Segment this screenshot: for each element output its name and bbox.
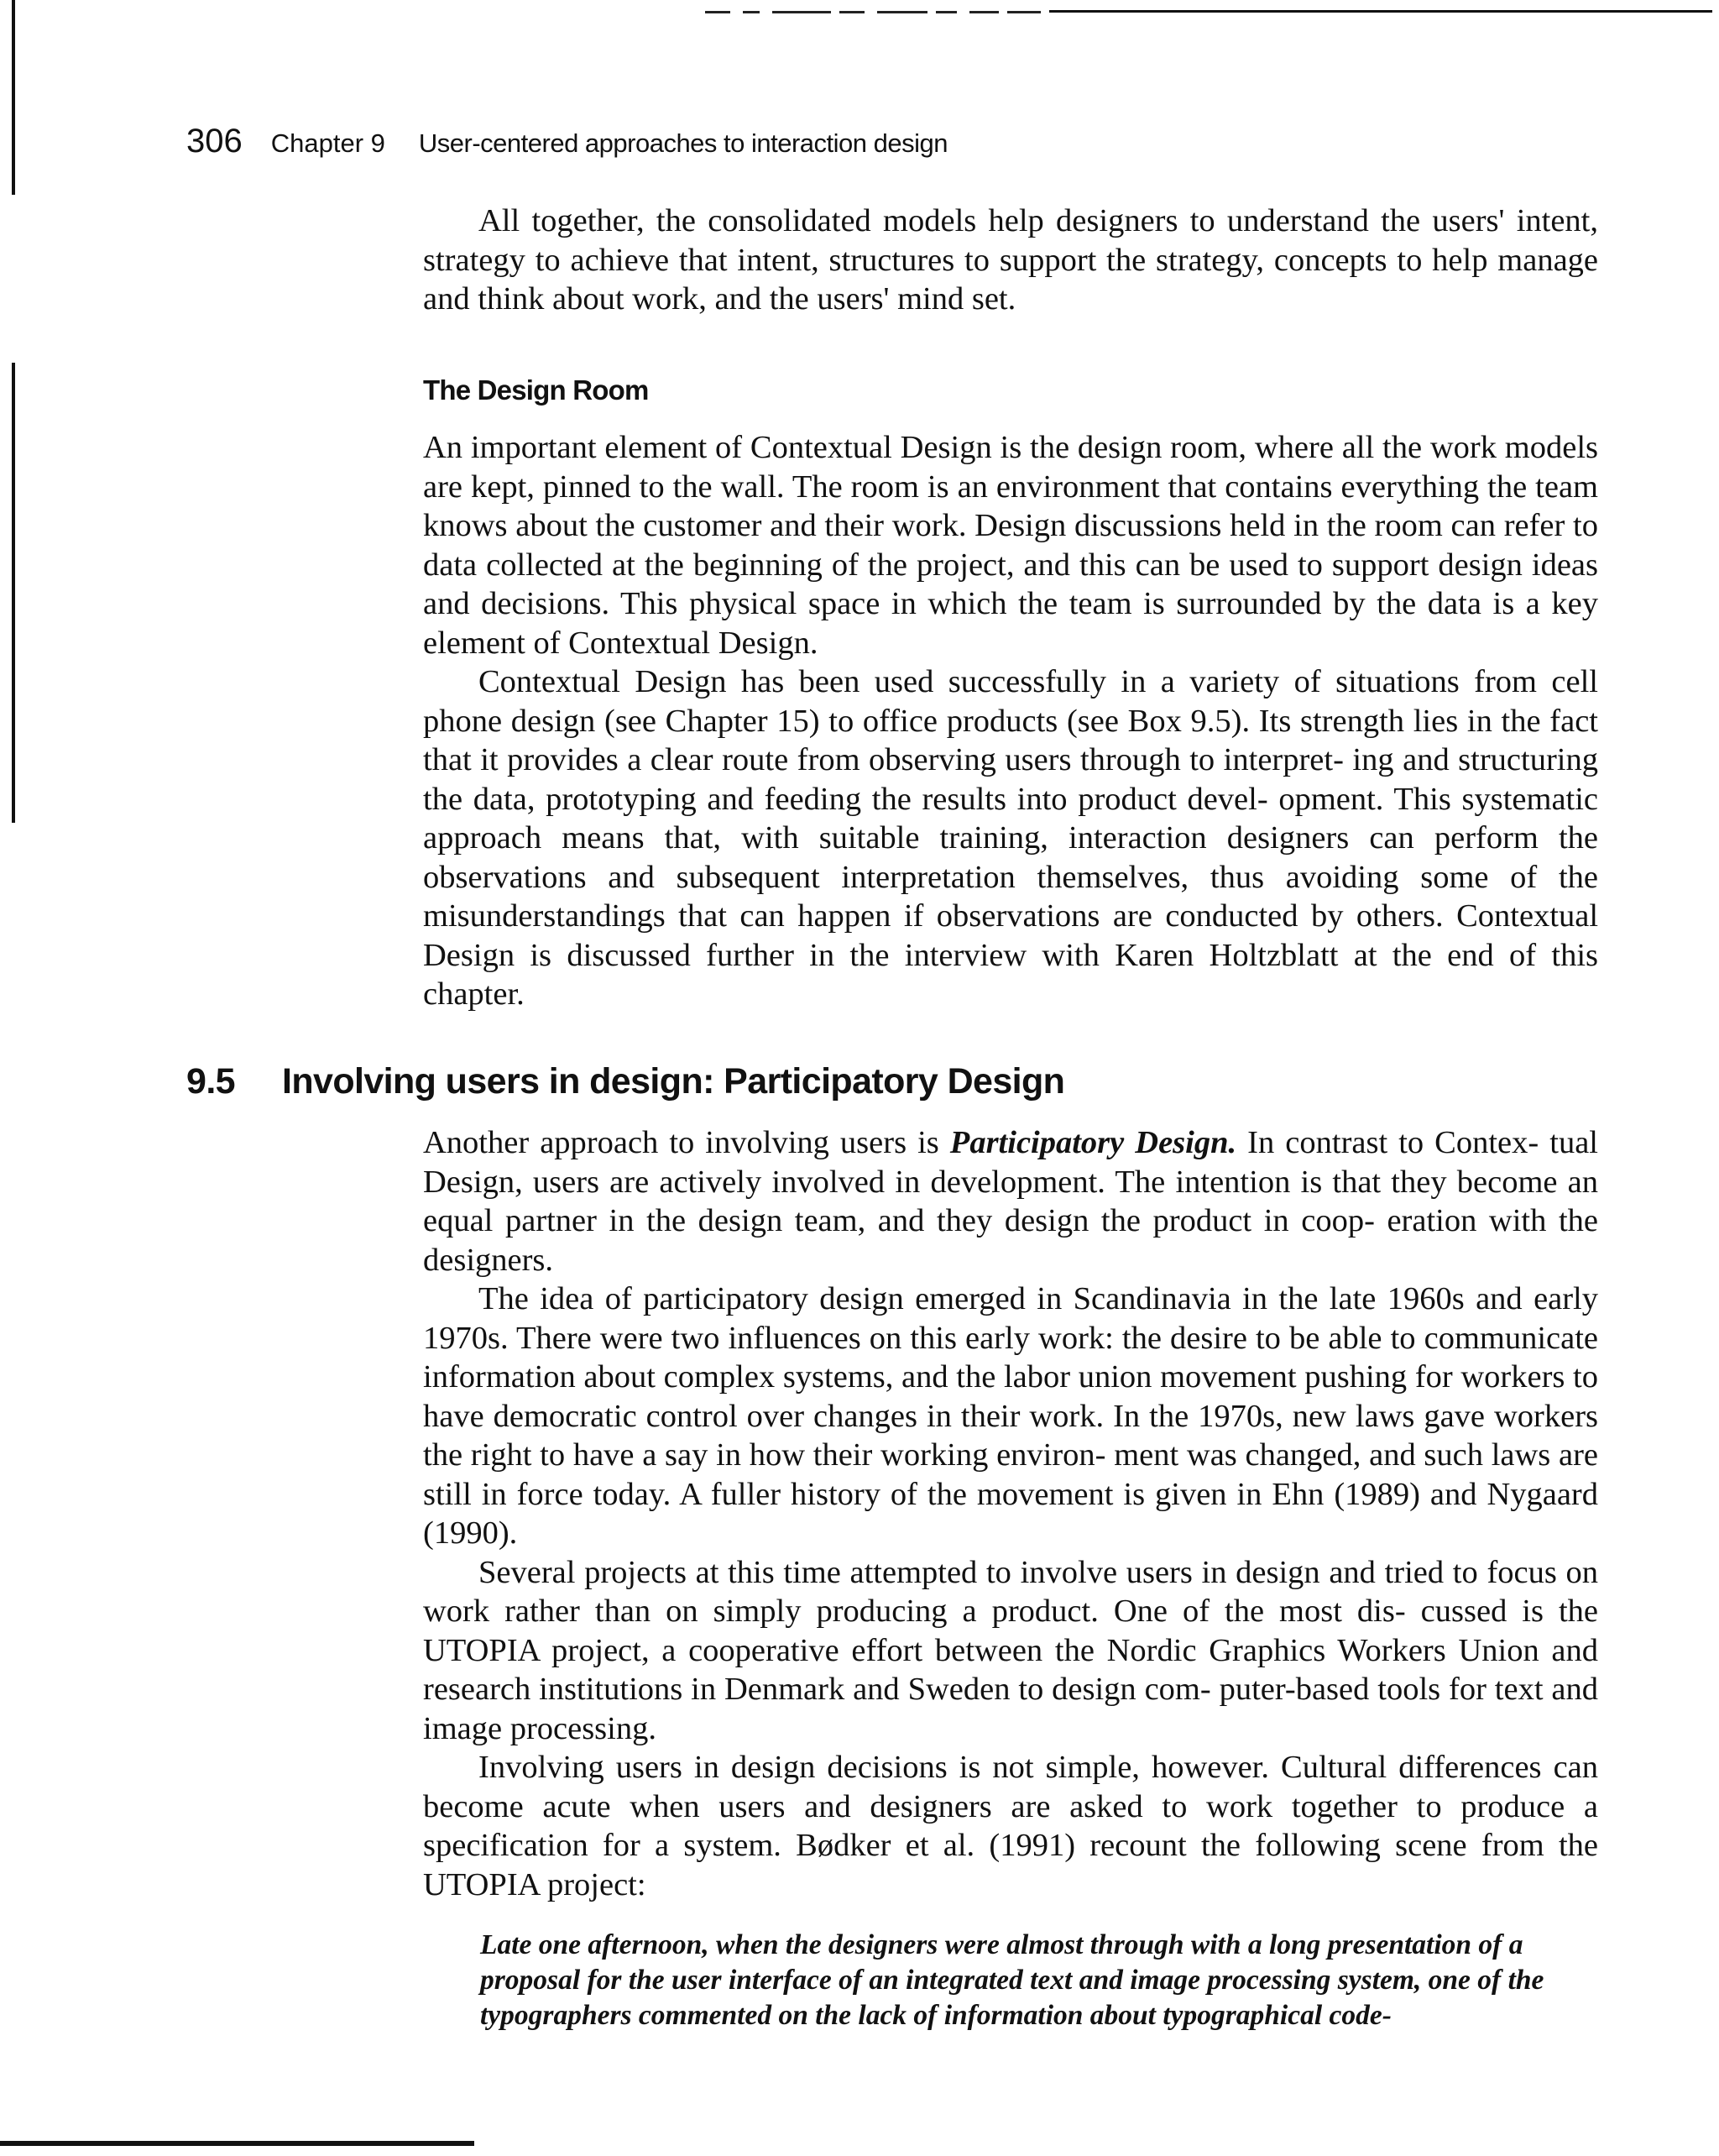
top-dash — [772, 11, 831, 13]
intro-paragraph-block — [423, 201, 1598, 319]
utopia-paragraph: Several projects at this time attempted to involve users in design and tried to focus on work rather than on simply producing a product. One of the most dis- cussed is the UTOPIA project, a cooperative effort between the Nordic Graphics Workers Union and research institutions in Denmark and Sweden to design com- puter-based tools for text and image processing. — [423, 1554, 1599, 1746]
chapter-title: User-centered approaches to interaction design — [418, 128, 948, 158]
quote-text: Late one afternoon, when the designers were almost through with a long presentation of a proposal for the user interface of an integrated text and image processing system, one of the typographers commented on the lack of information about typographical code- — [480, 1929, 1544, 2031]
top-dash — [839, 11, 865, 13]
top-edge-rule — [1049, 10, 1712, 13]
history-paragraph: The idea of participatory design emerged in Scandinavia in the late 1960s and early 1970s. There were two influences on this early work: the desire to be able to communicate information about complex systems, and the labor union movement pushing for workers to have democratic control over changes in their work. In the 1970s, new laws gave workers the right to have a say in how their working environ- ment was changed, and such laws are still in force today. A fuller history of the movement is given in Ehn (1989) and Nygaard (1990). — [423, 1281, 1599, 1551]
design-room-block — [423, 428, 1598, 1014]
intro-paragraph: All together, the consolidated models help designers to understand the users' intent, strategy to achieve that intent, structures to support the strategy, concepts to help manage and think about work, and the users' mind set. — [423, 203, 1599, 317]
page-number: 306 — [186, 123, 243, 160]
top-dash — [969, 11, 999, 13]
section-title: Involving users in design: Participatory Design — [282, 1061, 1065, 1102]
section-heading — [186, 1061, 1064, 1102]
design-room-paragraph: An important element of Contextual Design is the design room, where all the work models are kept, pinned to the wall. The room is an environment that contains everything the team knows about the customer and their work. Design discussions held in the room can refer to data collected at the beginning of the project, and this can be used to support design ideas and decisions. This physical space in which the team is surrounded by the data is a key element of Contextual Design. — [423, 430, 1599, 661]
chapter-label: Chapter 9 — [270, 128, 385, 158]
section-body — [423, 1123, 1598, 1904]
contextual-design-paragraph: Contextual Design has been used successfully in a variety of situations from cell phone design (see Chapter 15) to office products (see Box 9.5). Its strength lies in the fact that it provides a clear route from observing users through to interpret- ing and structuring the data, prototyping and feeding the results into product devel- opment. This systematic approach means that, with suitable training, interaction designers can perform the observations and subsequent interpretation themselves, thus avoiding some of the misunderstandings that can happen if observations are conducted by others. Contextual Design is discussed further in the interview with Karen Holtzblatt at the end of this chapter. — [423, 664, 1599, 1012]
utopia-quote — [480, 1928, 1596, 2033]
cultural-differences-paragraph: Involving users in design decisions is not simple, however. Cultural differences can become acute when users and designers are asked to work together to produce a specification for a system. Bødker et al. (1991) recount the following scene from the UTOPIA project: — [423, 1750, 1599, 1902]
left-margin-rule-middle — [12, 363, 15, 823]
design-room-heading: The Design Room — [423, 374, 649, 406]
top-dash — [936, 11, 957, 13]
bottom-edge-rule — [0, 2141, 474, 2146]
section-number: 9.5 — [186, 1061, 235, 1102]
running-head — [186, 123, 948, 165]
top-dash — [705, 11, 730, 13]
top-dash — [877, 11, 927, 13]
participatory-design-term: Participatory Design. — [949, 1125, 1237, 1160]
top-dash — [743, 11, 760, 13]
top-dash — [1007, 11, 1041, 13]
left-margin-rule-top — [12, 0, 15, 195]
participatory-design-intro-paragraph: Another approach to involving users is Participatory Design. In contrast to Contex- tual Design, users are actively involved in development. The intention is that they become an equal partner in the design team, and they design the product in coop- eration with the designers. — [423, 1125, 1598, 1278]
